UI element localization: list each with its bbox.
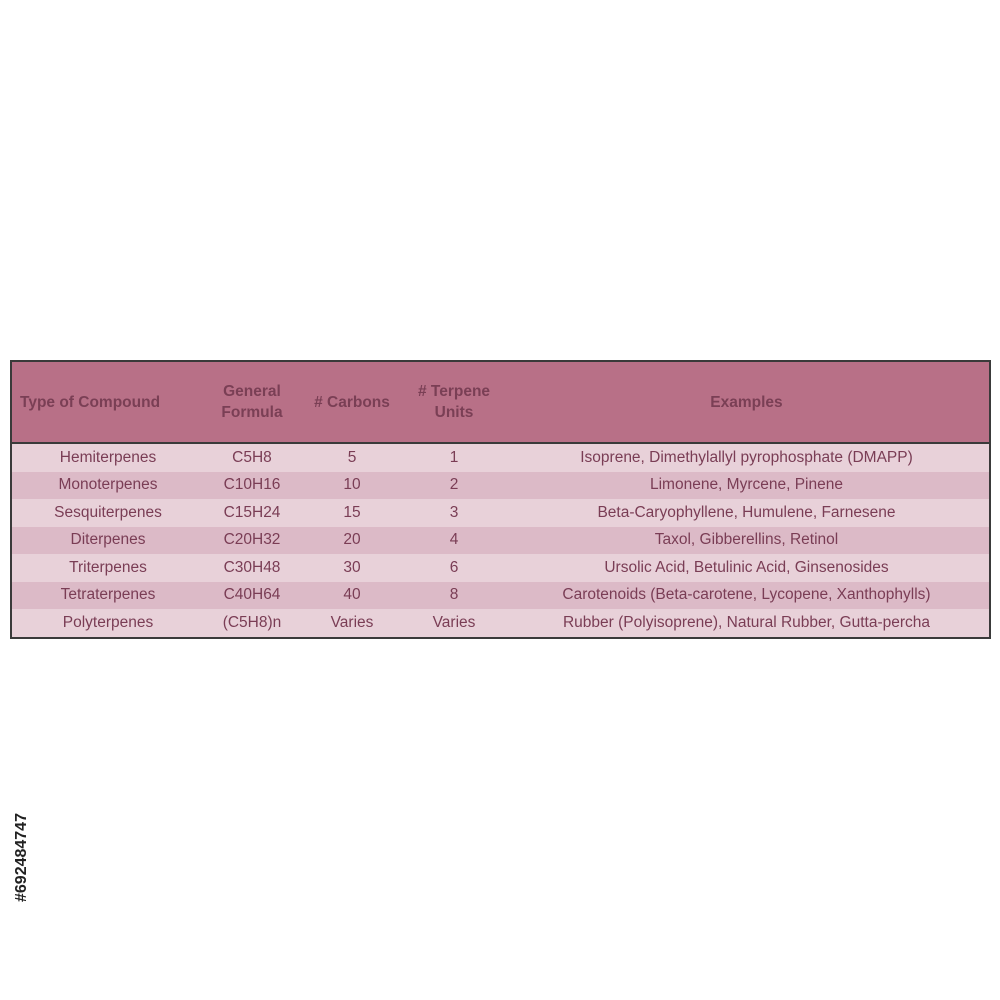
cell-units: 3 — [404, 499, 504, 527]
table-row — [11, 554, 990, 582]
table-row — [11, 582, 990, 610]
cell-carbons: 30 — [300, 554, 404, 582]
cell-type: Hemiterpenes — [11, 443, 204, 472]
cell-carbons: 40 — [300, 582, 404, 610]
cell-formula: C30H48 — [204, 554, 300, 582]
cell-type: Tetraterpenes — [11, 582, 204, 610]
table-row — [11, 443, 990, 472]
terpene-table — [10, 360, 991, 639]
cell-units: 2 — [404, 472, 504, 500]
cell-carbons: Varies — [300, 609, 404, 638]
stock-id-label — [12, 762, 36, 902]
cell-units: 1 — [404, 443, 504, 472]
cell-formula: C20H32 — [204, 527, 300, 555]
cell-type: Polyterpenes — [11, 609, 204, 638]
cell-units: 8 — [404, 582, 504, 610]
header-type-of-compound: Type of Compound — [11, 361, 204, 443]
cell-examples: Limonene, Myrcene, Pinene — [504, 472, 990, 500]
cell-units: Varies — [404, 609, 504, 638]
cell-type: Diterpenes — [11, 527, 204, 555]
header-carbons: # Carbons — [300, 361, 404, 443]
cell-carbons: 20 — [300, 527, 404, 555]
table-header-row — [11, 361, 990, 443]
header-terpene-units: # Terpene Units — [404, 361, 504, 443]
cell-examples: Beta-Caryophyllene, Humulene, Farnesene — [504, 499, 990, 527]
header-examples: Examples — [504, 361, 990, 443]
cell-carbons: 15 — [300, 499, 404, 527]
stock-id-text: #692484747 — [13, 813, 30, 902]
cell-type: Sesquiterpenes — [11, 499, 204, 527]
cell-formula: C15H24 — [204, 499, 300, 527]
header-general-formula: General Formula — [204, 361, 300, 443]
cell-units: 6 — [404, 554, 504, 582]
cell-examples: Isoprene, Dimethylallyl pyrophosphate (DMAPP) — [504, 443, 990, 472]
cell-units: 4 — [404, 527, 504, 555]
cell-formula: (C5H8)n — [204, 609, 300, 638]
cell-examples: Taxol, Gibberellins, Retinol — [504, 527, 990, 555]
cell-formula: C10H16 — [204, 472, 300, 500]
table-row — [11, 609, 990, 638]
cell-examples: Rubber (Polyisoprene), Natural Rubber, Gutta-percha — [504, 609, 990, 638]
table-row — [11, 472, 990, 500]
cell-formula: C5H8 — [204, 443, 300, 472]
cell-examples: Carotenoids (Beta-carotene, Lycopene, Xanthophylls) — [504, 582, 990, 610]
cell-type: Monoterpenes — [11, 472, 204, 500]
cell-type: Triterpenes — [11, 554, 204, 582]
cell-carbons: 10 — [300, 472, 404, 500]
cell-examples: Ursolic Acid, Betulinic Acid, Ginsenosides — [504, 554, 990, 582]
table-row — [11, 527, 990, 555]
cell-carbons: 5 — [300, 443, 404, 472]
cell-formula: C40H64 — [204, 582, 300, 610]
table-row — [11, 499, 990, 527]
